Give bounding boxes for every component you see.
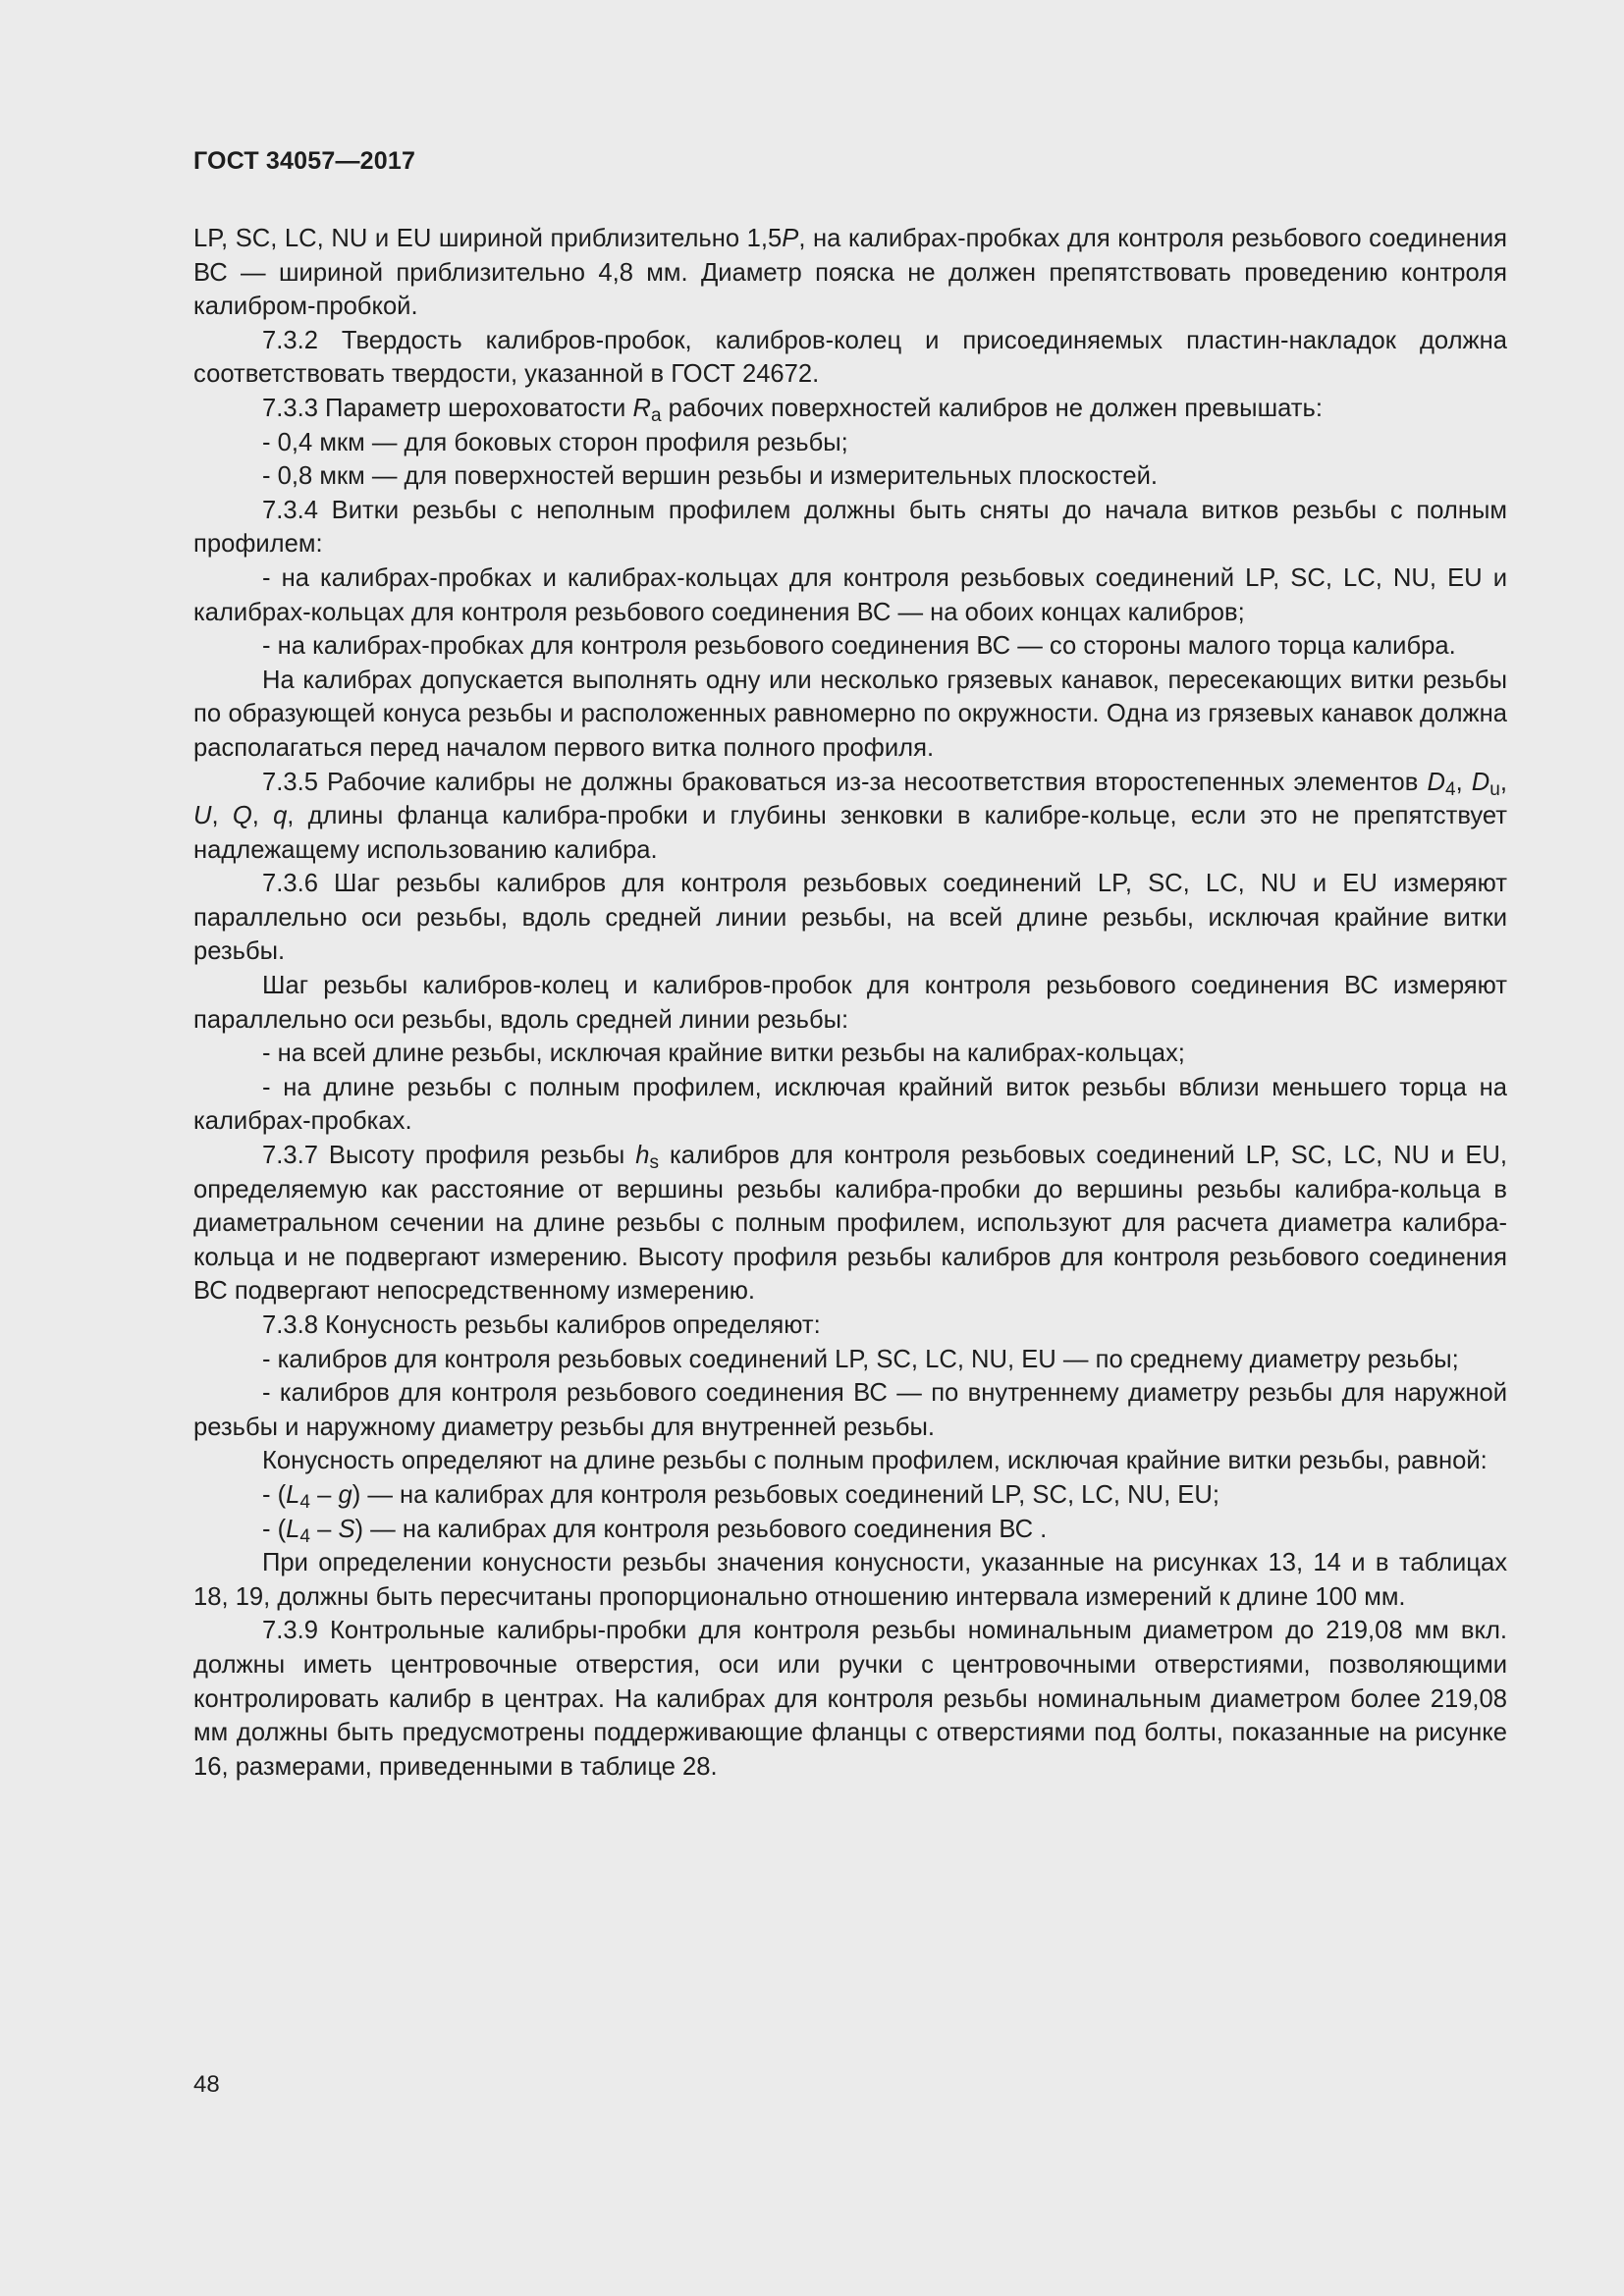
- list-item: - калибров для контроля резьбового соединения ВС — по внутреннему диаметру резьбы для наружной резьбы и наружному диаметру резьбы для внутренней резьбы.: [193, 1379, 1507, 1441]
- list-item: - $(L_4 - g)$ — на калибрах для контроля резьбовых соединений LP, SC, LC, NU, EU;: [262, 1480, 1219, 1513]
- clause-7-3-6: 7.3.6 Шаг резьбы калибров для контроля резьбовых соединений LP, SC, LC, NU и EU измеряют параллельно оси резьбы, вдоль средней линии резьбы, на всей длине резьбы, исключая крайние витки резьбы.: [193, 870, 1507, 966]
- clause-7-3-4: 7.3.4 Витки резьбы с неполным профилем должны быть сняты до начала витков резьбы с полным профилем:: [193, 496, 1507, 559]
- clause-7-3-8: 7.3.8 Конусность резьбы калибров определяют:: [262, 1311, 821, 1339]
- clause-7-3-5: 7.3.5 Рабочие калибры не должны браковаться из-за несоответствия второстепенных элементов $D_4$, $D_u$, U, Q, q, длины фланца калибра-пробки и глубины зенковки в калибре-кольце, если это не препятствует надлежащему использованию калибра.: [193, 768, 1507, 864]
- paragraph: При определении конусности резьбы значения конусности, указанные на рисунках 13, 14 и в таблицах 18, 19, должны быть пересчитаны пропорционально отношению интервала измерений к длине 100 мм.: [193, 1549, 1507, 1611]
- list-item: - $(L_4 - S)$ — на калибрах для контроля резьбового соединения ВС .: [262, 1515, 1048, 1547]
- paragraph: На калибрах допускается выполнять одну или несколько грязевых канавок, пересекающих витки резьбы по образующей конуса резьбы и расположенных равномерно по окружности. Одна из грязевых канавок должна располагаться перед началом первого витка полного профиля.: [193, 666, 1507, 762]
- list-item: - на длине резьбы с полным профилем, исключая крайний виток резьбы вблизи меньшего торца на калибрах-пробках.: [193, 1073, 1507, 1136]
- list-item: - на всей длине резьбы, исключая крайние витки резьбы на калибрах-кольцах;: [262, 1040, 1185, 1068]
- clause-7-3-7: 7.3.7 Высоту профиля резьбы $h_s$ калибров для контроля резьбовых соединений LP, SC, LC, NU и EU, определяемую как расстояние от вершины резьбы калибра-пробки до вершины резьбы калибра-кольца в диаметральном сечении на длине резьбы с полным профилем, используют для расчета диаметра калибра-кольца и не подвергают измерению. Высоту профиля резьбы калибров для контроля резьбового соединения ВС подвергают непосредственному измерению.: [193, 1142, 1507, 1306]
- list-item: - 0,4 мкм — для боковых сторон профиля резьбы;: [262, 428, 848, 456]
- document-header: ГОСТ 34057—2017: [193, 147, 416, 175]
- list-item: - на калибрах-пробках и калибрах-кольцах для контроля резьбовых соединений LP, SC, LC, NU, EU и калибрах-кольцах для контроля резьбового соединения ВС — на обоих концах калибров;: [193, 563, 1507, 626]
- page-number: 48: [193, 2071, 220, 2098]
- list-item: - на калибрах-пробках для контроля резьбового соединения ВС — со стороны малого торца калибра.: [262, 632, 1456, 661]
- clause-7-3-9: 7.3.9 Контрольные калибры-пробки для контроля резьбы номинальным диаметром до 219,08 мм вкл. должны иметь центровочные отверстия, оси или ручки с центровочными отверстиями, позволяющими контролировать калибр в центрах. На калибрах для контроля резьбы номинальным диаметром более 219,08 мм должны быть предусмотрены поддерживающие фланцы с отверстиями под болты, показанные на рисунке 16, размерами, приведенными в таблице 28.: [193, 1617, 1507, 1781]
- list-item: - калибров для контроля резьбовых соединений LP, SC, LC, NU, EU — по среднему диаметру резьбы;: [262, 1345, 1459, 1373]
- paragraph: Шаг резьбы калибров-колец и калибров-пробок для контроля резьбового соединения ВС измеряют параллельно оси резьбы, вдоль средней линии резьбы:: [193, 972, 1507, 1034]
- list-item: - 0,8 мкм — для поверхностей вершин резьбы и измерительных плоскостей.: [262, 462, 1159, 491]
- paragraph: LP, SC, LC, NU и EU шириной приблизительно 1,5P, на калибрах-пробках для контроля резьбового соединения ВС — шириной приблизительно 4,8 мм. Диаметр пояска не должен препятствовать проведению контроля калибром-пробкой.: [193, 225, 1508, 321]
- clause-7-3-2: 7.3.2 Твердость калибров-пробок, калибров-колец и присоединяемых пластин-накладок должна соответствовать твердости, указанной в ГОСТ 24672.: [193, 326, 1507, 389]
- paragraph: Конусность определяют на длине резьбы с полным профилем, исключая крайние витки резьбы, равной:: [262, 1447, 1488, 1475]
- clause-7-3-3: 7.3.3 Параметр шероховатости $R_a$ рабочих поверхностей калибров не должен превышать:: [262, 394, 1323, 426]
- document-body: [193, 222, 1507, 1784]
